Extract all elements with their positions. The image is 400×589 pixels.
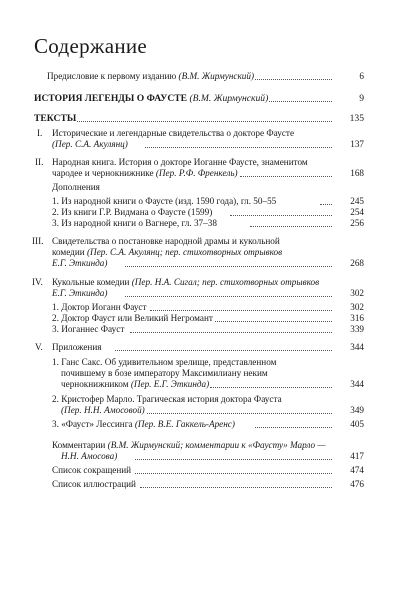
roman-numeral: II. (35, 157, 44, 167)
entry-text: 1. Ганс Сакс. Об удивительном зрелище, представленном (52, 357, 277, 367)
page-number: 6 (333, 71, 364, 82)
page-number: 168 (333, 168, 364, 179)
toc-title: Содержание (34, 34, 148, 58)
entry-text: 3. Из народной книги о Вагнере, гл. 37–38 (52, 218, 217, 228)
entry-text: Свидетельства о постановке народной драмы и кукольной (52, 236, 280, 246)
entry-text: 3. Иоганнес Фауст (52, 324, 125, 334)
page-number: 474 (333, 465, 364, 476)
entry-author: (Пер. Н.Н. Амосовой) (61, 405, 145, 415)
entry-text: Кукольные комедии (Пер. Н.А. Сигал; пер. стихотворных отрывков (52, 277, 320, 287)
entry-text: 3. «Фауст» Лессинга (Пер. В.Е. Гаккель-Аренс) (52, 419, 235, 429)
entry-text: Приложения (52, 342, 102, 352)
page-number: 256 (333, 218, 364, 229)
entry-text: 2. Доктор Фауст или Великий Негромант (52, 313, 213, 323)
entry-text: 1. Доктор Иоганн Фауст (52, 302, 147, 312)
page-number: 417 (333, 451, 364, 462)
entry-text: 2. Из книги Г.Р. Видмана о Фаусте (1599) (52, 207, 213, 217)
page-number: 349 (333, 405, 364, 416)
entry-text: ТЕКСТЫ (34, 113, 77, 124)
page-number: 268 (333, 258, 364, 269)
toc-page: Содержание Предисловие к первому изданию (В.М. Жирмунский) 6 ИСТОРИЯ ЛЕГЕНДЫ О ФАУСТЕ (В.М. Жирмунский) 9 ТЕКСТЫ 135 I. Исторические и легендарные свидетельства о докторе Фаусте (Пер. С.А. Акулянц) 137 II. Народная книга. История о докторе Иоганне Фаусте, знаменитом чародее и чернокнижнике (Пер. Р.Ф. Френкель) 168 Дополнения 1. Из народной книги о Фаусте (изд. 1590 года), гл. 50–55 245 2. Из книги Г.Р. Видмана о Фаусте (1599) 254 3. Из народной книги о Вагнере, гл. 37–38 256 III. Свидетельства о постановке народной драмы и кукольной комедии (Пер. С.А. Акулянц; пер. стихотворных отрывков Е.Г. Эткинда) 268 IV. Кукольные комедии (Пер. Н.А. Сигал; пер. стихотворных отрывков Е.Г. Эткинда) 302 1. Доктор Иоганн Фауст 302 2. Доктор Фауст или Великий Негромант 316 3. Иоганнес Фауст 339 V. Приложения 344 1. Ганс Сакс. Об удивительном зрелище, представленном почившему в бозе императору Максимилиану неким чернокнижником (Пер. Е.Г. Эткинда) 344 2. Кристофер Марло. Трагическая история доктора Фауста (Пер. Н.Н. Амосовой) 349 3. «Фауст» Лессинга (Пер. В.Е. Гаккель-Аренс) 405 Комментарии (В.М. Жирмунский; комментарии к «Фаусту» Марло — Н.Н. Амосова) 417 Список сокращений 474 Список иллюстраций 476 (32, 34, 364, 489)
entry-author: Е.Г. Эткинда) (52, 258, 108, 268)
entry-text: ИСТОРИЯ ЛЕГЕНДЫ О ФАУСТЕ (В.М. Жирмунский) (34, 93, 269, 104)
entry-author: Е.Г. Эткинда) (52, 288, 108, 298)
page-number: 135 (333, 113, 364, 124)
entry-text: почившему в бозе императору Максимилиану неким (61, 368, 268, 378)
entry-text: 1. Из народной книги о Фаусте (изд. 1590 года), гл. 50–55 (52, 196, 277, 206)
entry-text: Комментарии (В.М. Жирмунский; комментарии к «Фаусту» Марло — (52, 440, 326, 450)
page-number: 344 (333, 379, 364, 390)
page-number: 316 (333, 313, 364, 324)
roman-numeral: V. (35, 342, 43, 352)
page-number: 476 (333, 479, 364, 490)
entry-text: 2. Кристофер Марло. Трагическая история доктора Фауста (52, 394, 282, 404)
roman-numeral: IV. (32, 277, 43, 287)
entry-author: (Пер. С.А. Акулянц) (52, 139, 128, 149)
roman-numeral: I. (37, 128, 43, 138)
page-number: 302 (333, 302, 364, 313)
page-number: 302 (333, 288, 364, 299)
entry-author: Н.Н. Амосова) (61, 451, 118, 461)
entry-text: чародее и чернокнижнике (Пер. Р.Ф. Френкель) (52, 168, 238, 178)
page-number: 9 (333, 93, 364, 104)
page-number: 339 (333, 324, 364, 335)
page-number: 254 (333, 207, 364, 218)
entry-text: Список иллюстраций (52, 479, 136, 489)
entry-text: Предисловие к первому изданию (В.М. Жирмунский) (47, 71, 255, 81)
page-number: 405 (333, 419, 364, 430)
page-number: 137 (333, 139, 364, 150)
entry-text: Исторические и легендарные свидетельства о докторе Фаусте (52, 128, 295, 138)
page-number: 245 (333, 196, 364, 207)
entry-text: Народная книга. История о докторе Иоганне Фаусте, знаменитом (52, 157, 308, 167)
entry-text: комедии (Пер. С.А. Акулянц; пер. стихотворных отрывков (52, 247, 283, 257)
entry-text: чернокнижником (Пер. Е.Г. Эткинда) (61, 379, 210, 389)
roman-numeral: III. (32, 236, 44, 246)
entry-text: Список сокращений (52, 465, 132, 475)
page-number: 344 (333, 342, 364, 353)
